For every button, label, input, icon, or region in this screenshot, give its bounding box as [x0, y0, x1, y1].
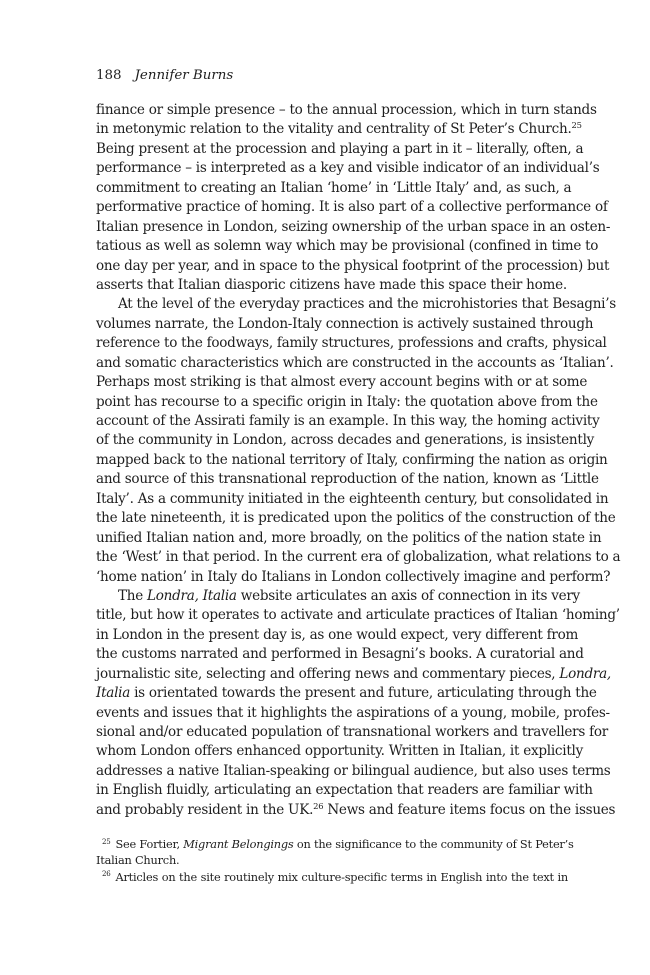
text-line: sional and/or educated population of transnational workers and travellers for [96, 724, 608, 740]
footnote-reference[interactable]: 26 [313, 800, 324, 811]
footnote-25-continued: Italian Church. [96, 853, 180, 868]
text-line: finance or simple presence – to the annual procession, which in turn stands [96, 102, 597, 118]
text-line: journalistic site, selecting and offering news and commentary pieces, Londra, [96, 665, 611, 682]
text-line: title, but how it operates to activate and articulate practices of Italian ‘homing’ [96, 607, 620, 624]
text-line: asserts that Italian diasporic citizens have made this space their home. [96, 276, 567, 293]
text-line: The Londra, Italia website articulates an axis of connection in its very [118, 587, 580, 604]
footnote-reference[interactable]: 25 [571, 120, 582, 131]
footnote-marker: 26 [102, 869, 111, 879]
text-line: account of the Assirati family is an example. In this way, the homing activity [96, 413, 600, 429]
text-line: events and issues that it highlights the aspirations of a young, mobile, profes- [96, 704, 610, 721]
text-line: ‘home nation’ in Italy do Italians in London collectively imagine and perform? [96, 568, 611, 585]
footnote-25: $^{25}$ See Fortier, Migrant Belongings on the significance to the community of St Peter’s [102, 836, 574, 851]
text-line: commitment to creating an Italian ‘home’ in ‘Little Italy’ and, as such, a [96, 179, 572, 196]
running-head-author: Jennifer Burns [134, 68, 234, 83]
text-line: addresses a native Italian-speaking or bilingual audience, but also uses terms [96, 762, 611, 779]
text-line: point has recourse to a specific origin in Italy: the quotation above from the [96, 393, 598, 410]
text-line: tatious as well as solemn way which may be provisional (confined in time to [96, 238, 599, 255]
text-line: the ‘West’ in that period. In the current era of globalization, what relations to a [96, 549, 621, 566]
text-line: in London in the present day is, as one would expect, very different from [96, 626, 579, 643]
text-line: and source of this transnational reproduction of the nation, known as ‘Little [96, 471, 599, 488]
text-line: volumes narrate, the London-Italy connection is actively sustained through [96, 315, 594, 332]
text-line: whom London offers enhanced opportunity. Written in Italian, it explicitly [96, 743, 583, 760]
text-line: performance – is interpreted as a key and visible indicator of an individual’s [96, 160, 600, 177]
text-line: in English fluidly, articulating an expectation that readers are familiar with [96, 782, 593, 799]
text-line: the customs narrated and performed in Besagni’s books. A curatorial and [96, 646, 584, 663]
text-line: Perhaps most striking is that almost every account begins with or at some [96, 374, 588, 391]
text-line: performative practice of homing. It is also part of a collective performance of [96, 199, 608, 216]
running-head [96, 67, 233, 84]
footnote-26: $^{26}$ Articles on the site routinely mix culture-specific terms in English into the text in [102, 869, 568, 884]
footnote-marker: 25 [102, 836, 111, 846]
text-line: At the level of the everyday practices and the microhistories that Besagni’s [118, 296, 616, 313]
text-line: reference to the foodways, family structures, professions and crafts, physical [96, 335, 607, 352]
text-line: mapped back to the national territory of Italy, confirming the nation as origin [96, 451, 608, 468]
text-line: and somatic characteristics which are constructed in the accounts as ‘Italian’. [96, 354, 614, 371]
text-line: of the community in London, across decades and generations, is insistently [96, 432, 595, 449]
text-line: one day per year, and in space to the physical footprint of the procession) but [96, 257, 610, 274]
site-title: Italia [96, 685, 131, 702]
page-number: 188 [96, 68, 122, 83]
site-title: Londra, [559, 665, 611, 682]
text-line: Italian presence in London, seizing ownership of the urban space in an osten- [96, 218, 611, 235]
text-line: the late nineteenth, it is predicated upon the politics of the construction of the [96, 510, 616, 527]
text-line: Being present at the procession and playing a part in it – literally, often, a [96, 140, 584, 157]
footnotes [96, 836, 574, 885]
text-line: Italia is orientated towards the present and future, articulating through the [96, 685, 597, 702]
text-line: in metonymic relation to the vitality and centrality of St Peter’s Church.$^{25}$ [96, 120, 582, 138]
text-line: and probably resident in the UK.$^{26}$ News and feature items focus on the issues [96, 800, 616, 818]
text-line: unified Italian nation and, more broadly, on the politics of the nation state in [96, 529, 602, 546]
site-title: Londra, Italia [147, 587, 237, 604]
body-text [96, 101, 621, 820]
text-line: Italy’. As a community initiated in the eighteenth century, but consolidated in [96, 490, 609, 507]
